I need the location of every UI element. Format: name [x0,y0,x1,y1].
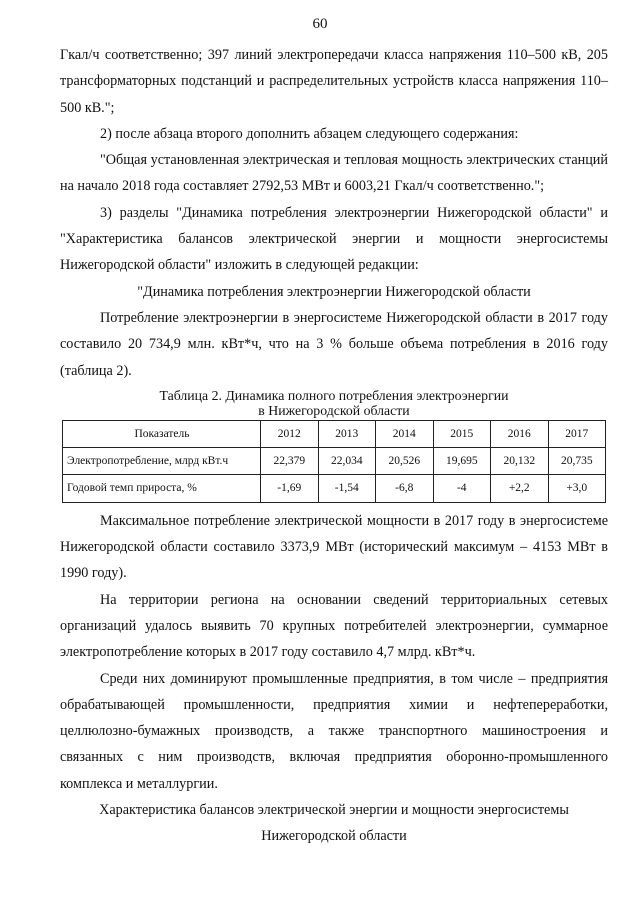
table-header-cell: 2017 [548,420,606,447]
table-header-cell: 2016 [491,420,549,447]
table-header-cell: 2012 [261,420,319,447]
paragraph-amendment-3: 3) разделы "Динамика потребления электроэнергии Нижегородской области" и "Характеристика балансов электрической энергии и мощности энергосистемы Нижегородской области" изложить в следующей редакции: [60,204,608,274]
table-row [63,448,606,475]
table-header-row [63,420,606,447]
table-cell: +2,2 [491,475,549,502]
table-caption-line1: Таблица 2. Динамика полного потребления электроэнергии [159,387,509,403]
table-caption-line2: в Нижегородской области [258,402,410,418]
paragraph-max-power: Максимальное потребление электрической мощности в 2017 году в энергосистеме Нижегородской области составило 3373,9 МВт (исторический максимум – 4153 МВт в 1990 году). [60,512,608,582]
consumption-table [62,420,606,503]
paragraph-installed-capacity: "Общая установленная электрическая и тепловая мощность электрических станций на начало 2018 года составляет 2792,53 МВт и 6003,21 Гкал/ч соответственно."; [60,152,608,195]
table-cell: -1,69 [261,475,319,502]
paragraph-amendment-2: 2) после абзаца второго дополнить абзацем следующего содержания: [100,125,519,142]
table-row [63,475,606,502]
table-cell: Электропотребление, млрд кВт.ч [63,448,261,475]
closing-heading-line2: Нижегородской области [261,828,407,845]
page-number: 60 [312,16,328,32]
table-cell: -6,8 [376,475,434,502]
section-heading-consumption: "Динамика потребления электроэнергии Нижегородской области [137,283,531,300]
table-header-cell: 2014 [376,420,434,447]
paragraph-consumption-2017: Потребление электроэнергии в энергосистеме Нижегородской области в 2017 году составило 20 734,9 млн. кВт*ч, что на 3 % больше объема потребления в 2016 году (таблица 2). [60,309,608,379]
table-cell: Годовой темп прироста, % [63,475,261,502]
closing-heading-line1: Характеристика балансов электрической энергии и мощности энергосистемы [99,802,569,819]
table-cell: 19,695 [433,448,491,475]
table-cell: 20,132 [491,448,549,475]
table-cell: 22,379 [261,448,319,475]
table-header-cell: 2015 [433,420,491,447]
table-cell: 22,034 [318,448,376,475]
table-header-cell: Показатель [63,420,261,447]
table-cell: +3,0 [548,475,606,502]
table-cell: -4 [433,475,491,502]
table-caption [60,388,608,418]
table-cell: -1,54 [318,475,376,502]
table-cell: 20,526 [376,448,434,475]
paragraph-continuation: Гкал/ч соответственно; 397 линий электропередачи класса напряжения 110–500 кВ, 205 трансформаторных подстанций и распределительных устройств класса напряжения 110–500 кВ."; [60,47,608,116]
paragraph-industries: Среди них доминируют промышленные предприятия, в том числе – предприятия обрабатывающей промышленности, предприятия химии и нефтепереработки, целлюлозно-бумажных производств, а также транспортного машиностроения и связанных с ним производств, включая предприятия оборонно-промышленного комплекса и металлургии. [60,670,608,792]
table-cell: 20,735 [548,448,606,475]
document-body [60,42,608,850]
paragraph-large-consumers: На территории региона на основании сведений территориальных сетевых организаций удалось выявить 70 крупных потребителей электроэнергии, суммарное электропотребление которых в 2017 году составило 4,7 млрд. кВт*ч. [60,591,608,661]
table-header-cell: 2013 [318,420,376,447]
